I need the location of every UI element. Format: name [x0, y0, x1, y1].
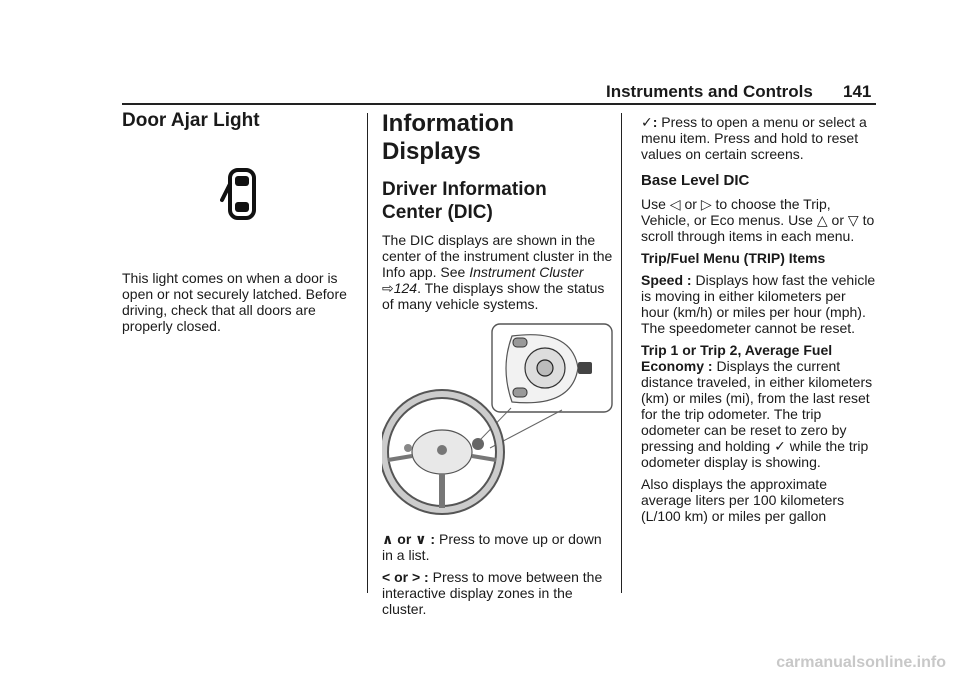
door-ajar-icon: [220, 166, 260, 222]
dic-title-line2: Center (DIC): [382, 202, 493, 223]
page-number: 141: [843, 82, 872, 101]
checkmark-icon: ✓: [641, 114, 653, 130]
triangle-left-icon: ◁: [669, 196, 681, 212]
left-right-item: < or > : Press to move between the interactive display zones in the cluster.: [382, 569, 603, 617]
also-item: Also displays the approximate average liters per 100 kilometers (L/100 km) or miles per gallon: [641, 476, 845, 524]
section-title: Instruments and Controls: [606, 82, 813, 101]
chevron-right-icon: >: [411, 569, 421, 585]
triangle-down-icon: ▽: [847, 212, 859, 228]
info-displays-title: Information Displays: [382, 110, 514, 165]
chevron-left-icon: <: [382, 569, 391, 585]
page-ref-arrow-icon: ⇨: [382, 280, 394, 296]
dic-title-line1: Driver Information: [382, 179, 547, 200]
door-ajar-text: This light comes on when a door is open or not securely latched. Before driving, check that all doors are properly closed.: [122, 270, 347, 334]
up-down-item: ∧ or ∨ : Press to move up or down in a list.: [382, 531, 602, 563]
column-divider-left: [367, 113, 368, 593]
left-column: [122, 110, 356, 340]
chevron-down-icon: ∨: [415, 531, 427, 547]
base-level-dic-title: Base Level DIC: [641, 172, 750, 189]
check-item: ✓: Press to open a menu or select a menu item. Press and hold to reset values on certain screens.: [641, 114, 867, 162]
checkmark-icon: ✓: [774, 438, 786, 454]
triangle-up-icon: △: [816, 212, 828, 228]
door-ajar-icon-wrap: [122, 132, 356, 270]
dic-intro: The DIC displays are shown in the center of the instrument cluster in the Info app. See Instrument Cluster ⇨124. The displays show the status of many vehicle systems.: [382, 232, 613, 312]
trip-menu-heading: Trip/Fuel Menu (TRIP) Items: [641, 250, 826, 266]
watermark: carmanualsonline.info: [776, 654, 946, 671]
middle-column: [382, 110, 614, 623]
base-level-text: Use ◁ or ▷ to choose the Trip, Vehicle, or Eco menus. Use △ or ▽ to scroll through items in each menu.: [641, 196, 875, 244]
trip-item: Trip 1 or Trip 2, Average Fuel Economy : Displays the current distance traveled, in either kilometers (km) or miles (mi), from the last reset for the trip odometer. The trip odometer can be reset to zero by pressing and holding ✓ while the trip odometer display is showing.: [641, 342, 873, 470]
triangle-right-icon: ▷: [700, 196, 712, 212]
steering-wheel-illustration: [382, 322, 614, 527]
door-ajar-title: Door Ajar Light: [122, 110, 260, 131]
chevron-up-icon: ∧: [382, 531, 394, 547]
page-ref-link[interactable]: 124: [393, 280, 418, 296]
right-column: [641, 114, 877, 530]
speed-item: Speed : Displays how fast the vehicle is moving in either kilometers per hour (km/h) or miles per hour (mph). The speedometer cannot be reset.: [641, 272, 876, 336]
steering-wheel-icon: [382, 322, 614, 527]
header-rule: [122, 103, 876, 105]
column-divider-right: [621, 113, 622, 593]
